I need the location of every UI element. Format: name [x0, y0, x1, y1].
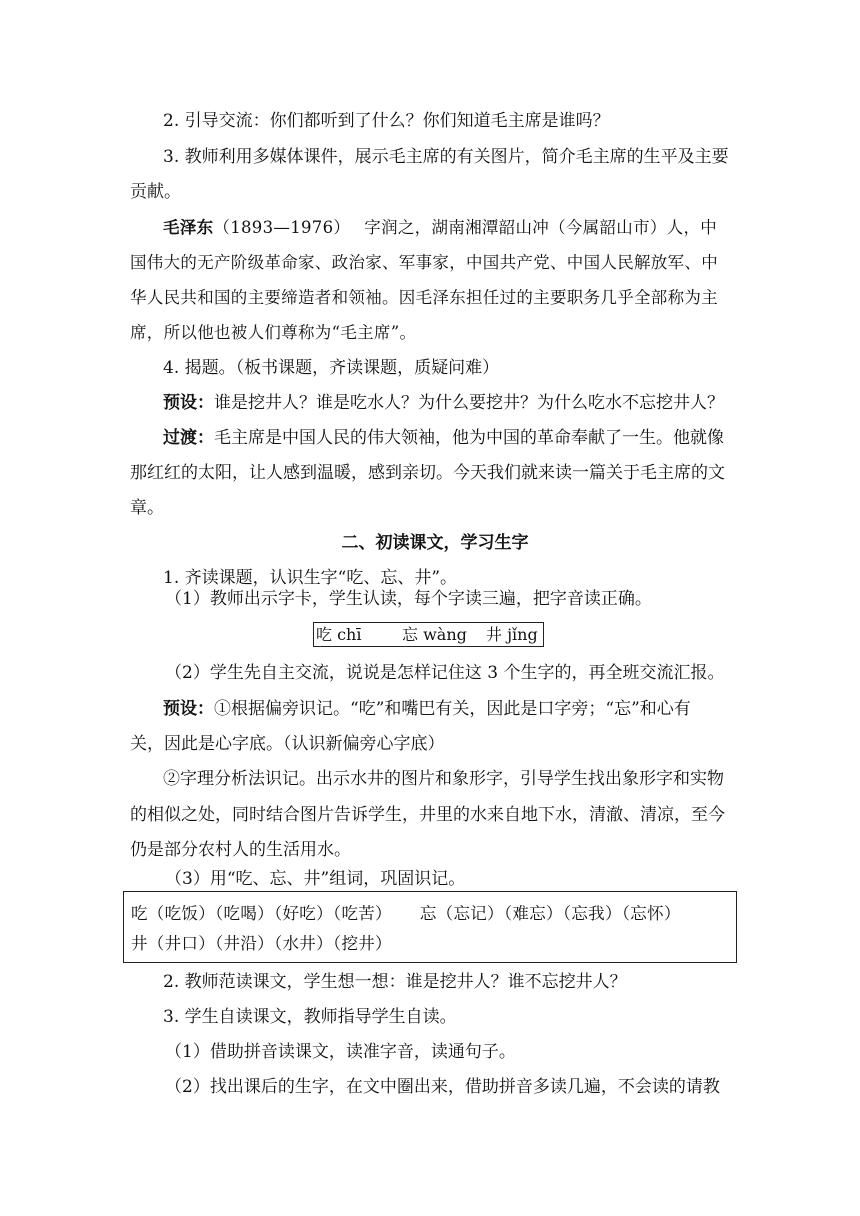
word-formation-box	[123, 891, 737, 963]
char-card-item: 忘 wàng	[402, 625, 467, 644]
paragraph-line: 那红红的太阳，让人感到温暖，感到亲切。今天我们就来读一篇关于毛主席的文	[130, 463, 725, 483]
paragraph-line: 2. 引导交流：你们都听到了什么？你们知道毛主席是谁吗？	[163, 111, 610, 131]
preset-label: 预设：	[163, 699, 214, 719]
paragraph-line: （2）学生先自主交流，说说是怎样记住这 3 个生字的，再全班交流汇报。	[165, 663, 725, 683]
paragraph-line: 关，因此是心字底。（认识新偏旁心字底）	[130, 734, 445, 754]
transition-text: 毛主席是中国人民的伟大领袖，他为中国的革命奉献了一生。他就像	[214, 428, 724, 448]
preset-label: 预设：	[163, 393, 214, 413]
biography-name: 毛泽东	[163, 218, 214, 237]
paragraph-line: 贡献。	[130, 182, 181, 202]
paragraph-line: （1）教师出示字卡，学生认读，每个字读三遍，把字音读正确。	[165, 589, 652, 609]
paragraph-line: 4. 揭题。（板书课题，齐读课题，质疑问难）	[163, 358, 500, 378]
word-group: 吃（吃饭）（吃喝）（好吃）（吃苦）	[131, 904, 392, 923]
char-card-item: 吃 chī	[316, 625, 362, 644]
preset-text: 谁是挖井人？谁是吃水人？为什么要挖井？为什么吃水不忘挖井人？	[214, 393, 724, 413]
preset-line	[163, 697, 773, 721]
paragraph-line: 仍是部分农村人的生活用水。	[130, 840, 351, 860]
paragraph-line: （2）找出课后的生字，在文中圈出来，借助拼音多读几遍，不会读的请教	[165, 1077, 720, 1097]
biography-line: 国伟大的无产阶级革命家、政治家、军事家，中国共产党、中国人民解放军、中	[130, 253, 718, 272]
transition-line	[163, 426, 773, 450]
word-group: 忘（忘记）（难忘）（忘我）（忘怀）	[419, 904, 681, 923]
word-row	[131, 902, 741, 926]
preset-line	[163, 391, 773, 415]
biography-line	[163, 216, 773, 240]
paragraph-line: 章。	[130, 498, 164, 518]
paragraph-line: （1）借助拼音读课文，读准字音，读通句子。	[165, 1042, 516, 1062]
preset-text: ①根据偏旁识记。“吃”和嘴巴有关，因此是口字旁；“忘”和心有	[214, 699, 691, 719]
paragraph-line: 3. 学生自读课文，教师指导学生自读。	[163, 1007, 457, 1027]
section-heading: 二、初读课文，学习生字	[341, 533, 529, 553]
word-row: 井（井口）（井沿）（水井）（挖井）	[131, 934, 392, 953]
biography-line: 华人民共和国的主要缔造者和领袖。因毛泽东担任过的主要职务几乎全部称为主	[130, 288, 718, 307]
character-card	[313, 622, 544, 647]
biography-text: （1893—1976） 字润之，湖南湘潭韶山冲（今属韶山市）人，中	[213, 218, 718, 237]
paragraph-line: 2. 教师范读课文，学生想一想：谁是挖井人？谁不忘挖井人？	[163, 972, 627, 992]
paragraph-line: 1. 齐读课题，认识生字“吃、忘、井”。	[163, 568, 458, 588]
biography-line: 席，所以他也被人们尊称为“毛主席”。	[130, 323, 417, 342]
char-card-item: 井 jǐng	[486, 625, 538, 644]
transition-label: 过渡：	[163, 428, 214, 448]
paragraph-line: 的相似之处，同时结合图片告诉学生，井里的水来自地下水，清澈、清凉，至今	[130, 805, 725, 825]
paragraph-line: ②字理分析法识记。出示水井的图片和象形字，引导学生找出象形字和实物	[163, 769, 724, 789]
paragraph-line: （3）用“吃、忘、井”组词，巩固识记。	[165, 869, 466, 889]
paragraph-line: 3. 教师利用多媒体课件，展示毛主席的有关图片，简介毛主席的生平及主要	[163, 147, 729, 167]
